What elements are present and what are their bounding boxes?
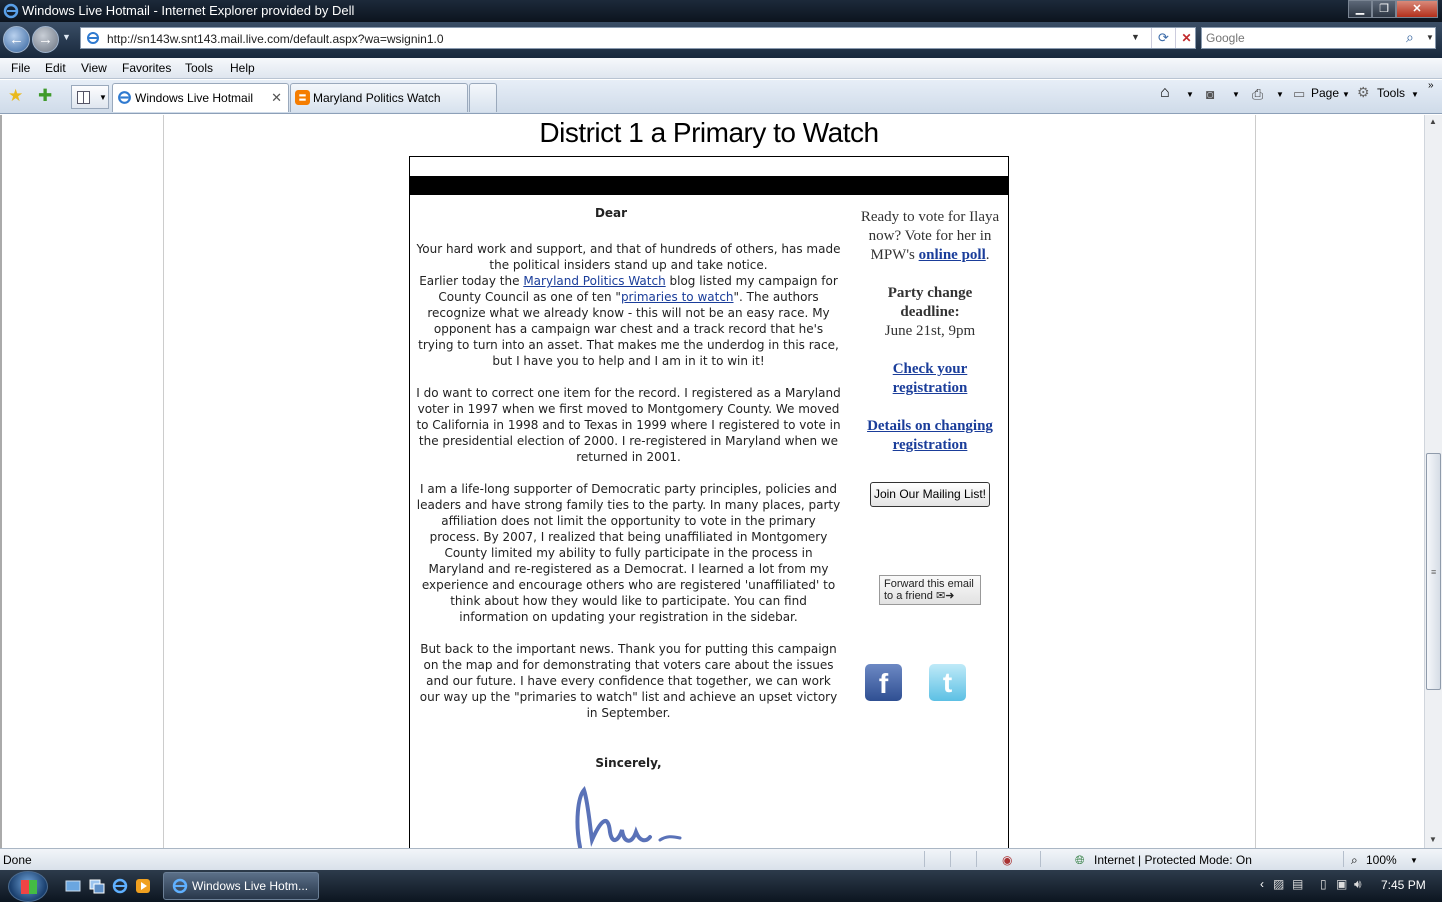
paragraph-text: ". The authors recognize what we already know - this will not be an easy race. My opponent has a campaign war chest and a track record that he's trying to turn into an asset. That makes me the underdog in this race, but I have you to help and I am in it to win it!	[418, 290, 839, 368]
switch-windows-icon[interactable]	[89, 878, 105, 894]
refresh-icon[interactable]: ⟳	[1151, 28, 1175, 48]
zoom-level[interactable]: 100%	[1366, 853, 1397, 867]
check-registration-block	[860, 360, 1000, 398]
close-tab-icon[interactable]: ✕	[271, 90, 282, 105]
stop-icon[interactable]: ✕	[1175, 28, 1197, 48]
status-divider	[924, 851, 925, 867]
tray-app-icon[interactable]: ▤	[1292, 877, 1304, 891]
back-button[interactable]: ←	[3, 26, 30, 53]
envelope-icon: ✉➜	[935, 590, 955, 602]
start-button[interactable]	[8, 871, 48, 902]
url-text[interactable]: http://sn143w.snt143.mail.live.com/default.aspx?wa=wsignin1.0	[107, 32, 444, 46]
tab-row	[0, 80, 1442, 114]
page-menu-button[interactable]: Page	[1311, 86, 1340, 100]
sidebar	[860, 208, 1000, 507]
tray-expand-icon[interactable]: ‹	[1260, 877, 1264, 891]
signature-image	[570, 782, 730, 848]
tab-hotmail[interactable]	[112, 83, 289, 112]
feeds-dropdown-icon[interactable]: ▼	[1232, 90, 1240, 99]
scroll-down-icon[interactable]: ▼	[1429, 835, 1437, 844]
menu-help[interactable]: Help	[230, 61, 255, 75]
network-icon[interactable]: ▣	[1336, 877, 1348, 891]
deadline-date: June 21st, 9pm	[884, 323, 976, 339]
primaries-to-watch-link[interactable]: primaries to watch	[620, 290, 734, 304]
poll-text: Ready to vote for Ilaya now? Vote for her in MPW's	[860, 209, 1000, 263]
chevron-more-icon[interactable]: »	[1428, 80, 1434, 91]
page-dropdown-icon[interactable]: ▼	[1342, 90, 1350, 99]
minimize-button[interactable]: ▁	[1348, 0, 1372, 18]
status-divider	[950, 851, 951, 867]
header-bar	[410, 176, 1008, 195]
internet-explorer-icon[interactable]	[112, 878, 128, 894]
online-poll-link[interactable]: online poll	[918, 247, 986, 263]
letter-paragraph-1	[416, 241, 841, 369]
tools-menu-button[interactable]: Tools	[1377, 86, 1406, 100]
taskbar	[0, 870, 1442, 902]
print-dropdown-icon[interactable]: ▼	[1276, 90, 1284, 99]
scroll-up-icon[interactable]: ▲	[1429, 117, 1437, 126]
tools-dropdown-icon[interactable]: ▼	[1411, 90, 1419, 99]
recent-pages-dropdown-icon[interactable]: ▼	[62, 32, 71, 42]
new-tab-button[interactable]	[469, 83, 497, 112]
address-bar[interactable]	[80, 27, 1196, 49]
clock[interactable]: 7:45 PM	[1381, 878, 1426, 892]
page-menu-icon: ▭	[1293, 86, 1306, 101]
newsletter-box	[409, 156, 1009, 848]
tray-app-icon[interactable]: ▨	[1273, 877, 1285, 891]
letter-paragraph-5: But back to the important news. Thank you for putting this campaign on the map and for demonstrating that voters care about the issues and our future. I have every confidence that together, we can work our way up the "primaries to watch" list and achieve an upset victory in September.	[419, 642, 838, 720]
maryland-politics-watch-link[interactable]: Maryland Politics Watch	[523, 274, 666, 288]
menu-bar	[0, 58, 1442, 79]
paragraph-text: blog listed my campaign for County Council as one of ten "	[438, 274, 838, 304]
tab-maryland-politics-watch[interactable]	[290, 83, 468, 112]
page-icon	[86, 31, 100, 45]
tab-list-dropdown-icon[interactable]: ▼	[99, 93, 107, 102]
menu-view[interactable]: View	[81, 61, 107, 75]
details-changing-registration-link[interactable]: Details on changing registration	[867, 418, 993, 453]
forward-text-2: to a friend	[884, 590, 933, 602]
address-dropdown-icon[interactable]: ▼	[1131, 32, 1140, 42]
vertical-scrollbar[interactable]	[1424, 115, 1442, 848]
home-dropdown-icon[interactable]: ▼	[1186, 90, 1194, 99]
gear-icon: ⚙	[1357, 84, 1370, 100]
maximize-button[interactable]: ❐	[1372, 0, 1396, 18]
media-player-icon[interactable]	[135, 878, 151, 894]
feeds-icon[interactable]: ◙	[1206, 86, 1215, 102]
check-registration-link[interactable]: Check your registration	[892, 361, 968, 396]
title-bar	[0, 0, 1442, 22]
popup-blocker-icon[interactable]: ◉	[1002, 853, 1013, 867]
status-bar	[0, 848, 1442, 870]
ie-tab-icon	[117, 90, 132, 105]
status-text: Done	[3, 853, 32, 867]
volume-icon[interactable]: 🔊︎	[1354, 877, 1362, 891]
grip-icon: ≡	[1431, 567, 1437, 577]
forward-text-1: Forward this email	[884, 578, 974, 590]
tab-label: Windows Live Hotmail	[135, 91, 254, 105]
forward-button[interactable]: →	[32, 26, 59, 53]
letter-paragraph-4: I am a life-long supporter of Democratic party principles, policies and leaders and have strong family ties to the party. In many places, party affiliation does not limit the opportunity to vote in the primary process. By 2007, I realized that being unaffiliated in Montgomery County limited my ability to fully participate in the process in Maryland and re-registered as a Democrat. I learned a lot from my experience and encourage others who are registered 'unaffiliated' to think about how they would like to participate. You can find information on updating your registration in the sidebar.	[416, 482, 841, 624]
menu-edit[interactable]: Edit	[45, 61, 66, 75]
status-divider	[1343, 851, 1344, 867]
status-divider	[976, 851, 977, 867]
print-icon[interactable]: ⎙	[1252, 86, 1264, 102]
deadline-block	[860, 284, 1000, 341]
forward-email-button[interactable]	[879, 575, 981, 605]
search-input[interactable]	[1206, 30, 1401, 46]
safely-remove-icon[interactable]: ▯	[1320, 877, 1327, 891]
add-favorite-icon[interactable]: ✚	[38, 86, 53, 105]
menu-file[interactable]: File	[11, 61, 31, 75]
taskbar-ie-window[interactable]	[163, 872, 319, 900]
forward-line-2	[884, 590, 976, 602]
letter-body	[416, 205, 841, 771]
salutation: Dear	[594, 206, 628, 220]
deadline-title: Party change deadline:	[887, 285, 973, 320]
menu-favorites[interactable]: Favorites	[122, 61, 172, 75]
status-divider	[1040, 851, 1041, 867]
quick-tabs-button[interactable]	[71, 85, 109, 109]
globe-icon: 🌐︎	[1075, 853, 1085, 867]
search-options-icon[interactable]: ▼	[1426, 33, 1434, 42]
quick-tabs-icon	[77, 91, 90, 104]
content-edge	[0, 115, 2, 848]
poll-period: .	[985, 247, 990, 263]
blogger-icon	[295, 90, 310, 105]
zoom-icon: ⌕	[1351, 853, 1358, 867]
ie-taskbar-icon	[172, 878, 188, 894]
details-registration-block	[860, 417, 1000, 455]
taskbar-window-label: Windows Live Hotm...	[192, 879, 309, 893]
window-title: Windows Live Hotmail - Internet Explorer provided by Dell	[22, 3, 355, 18]
closing: Sincerely,	[595, 756, 662, 770]
poll-block	[860, 208, 1000, 265]
paragraph-text: Earlier today the	[419, 274, 520, 288]
join-mailing-list-button[interactable]: Join Our Mailing List!	[870, 482, 990, 507]
security-zone[interactable]: Internet | Protected Mode: On	[1094, 853, 1252, 867]
facebook-icon[interactable]: f	[865, 664, 902, 701]
paragraph-text: Your hard work and support, and that of hundreds of others, has made the political insiders stand up and take notice.	[416, 242, 841, 272]
windows-logo-icon	[21, 880, 37, 894]
home-icon[interactable]: ⌂	[1160, 84, 1170, 101]
page-heading: District 1 a Primary to Watch	[539, 117, 879, 148]
show-desktop-icon[interactable]	[65, 878, 81, 894]
close-window-button[interactable]: ✕	[1396, 0, 1438, 18]
ie-icon	[3, 3, 19, 19]
address-row	[0, 22, 1442, 58]
page-content	[0, 115, 1424, 848]
twitter-icon[interactable]: t	[929, 664, 966, 701]
menu-tools[interactable]: Tools	[185, 61, 214, 75]
favorites-star-icon[interactable]: ★	[8, 86, 24, 105]
letter-paragraph-3: I do want to correct one item for the record. I registered as a Maryland voter in 1997 when we first moved to Montgomery County. We moved to California in 1998 and to Texas in 1999 where I registered to vote in the presidential election of 2000. I re-registered in Maryland when we returned in 2001.	[416, 386, 841, 464]
tab-label: Maryland Politics Watch	[313, 91, 441, 105]
scroll-thumb[interactable]	[1426, 453, 1441, 690]
search-icon[interactable]: ⌕	[1406, 29, 1414, 45]
zoom-dropdown-icon[interactable]: ▼	[1410, 856, 1418, 865]
search-box[interactable]	[1201, 27, 1436, 49]
